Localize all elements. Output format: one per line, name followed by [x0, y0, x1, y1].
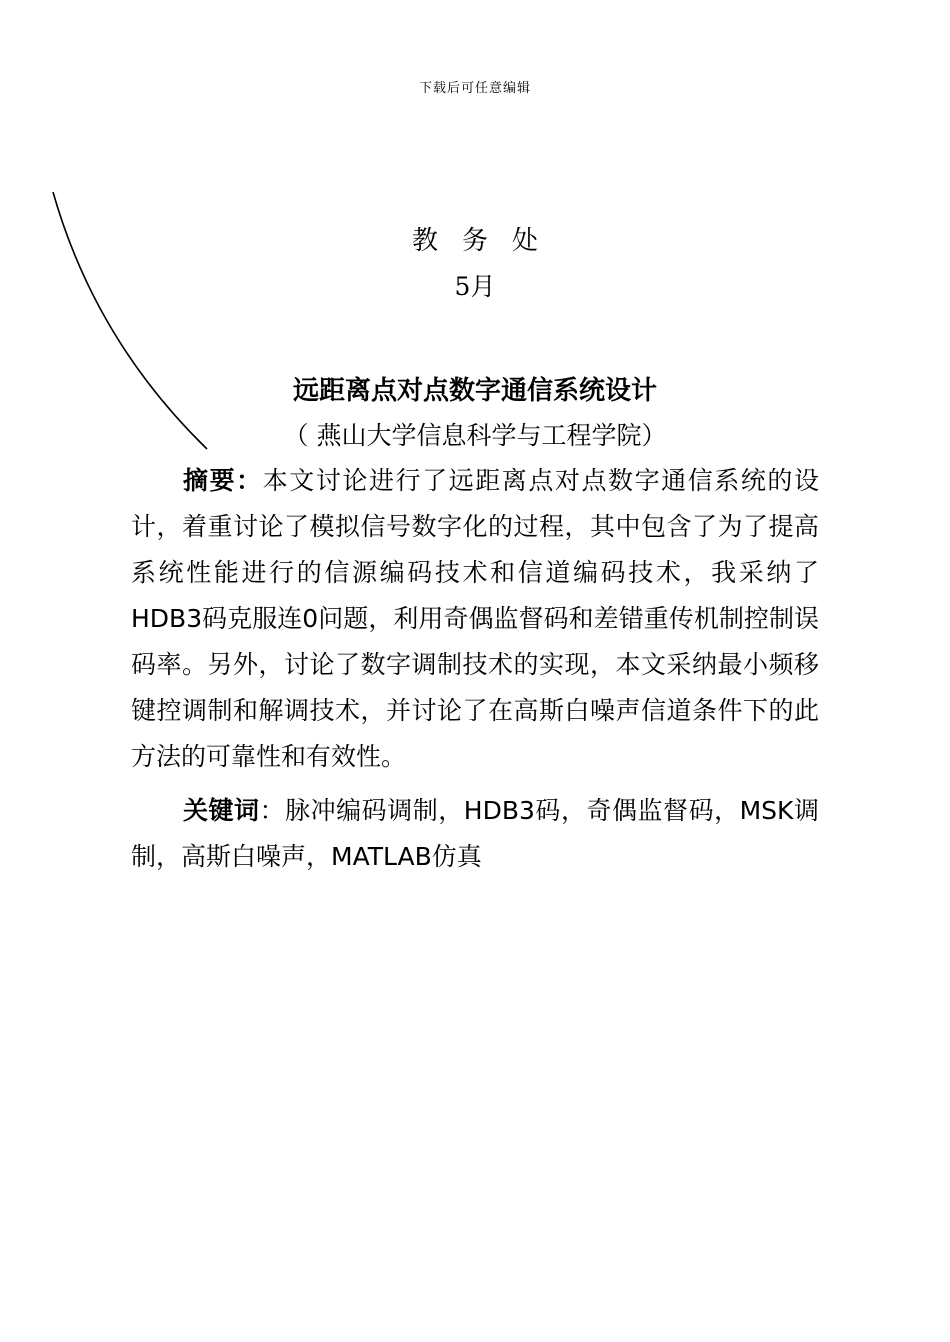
keywords-paragraph [131, 788, 819, 880]
keywords-text: ：脉冲编码调制，HDB3码，奇偶监督码，MSK调制，高斯白噪声，MATLAB仿真 [131, 796, 819, 871]
keywords-label: 关键词 [183, 796, 260, 825]
header-note: 下载后可任意编辑 [418, 81, 531, 96]
abstract-text: 本文讨论进行了远距离点对点数字通信系统的设计，着重讨论了模拟信号数字化的过程，其中包含了为了提高系统性能进行的信源编码技术和信道编码技术，我采纳了HDB3码克服连0问题，利用奇偶监督码和差错重传机制控制误码率。另外，讨论了数字调制技术的实现，本文采纳最小频移键控调制和解调技术，并讨论了在高斯白噪声信道条件下的此方法的可靠性和有效性。 [131, 466, 819, 771]
month-label: 5月 [454, 272, 496, 301]
paper-title: 远距离点对点数字通信系统设计 [292, 376, 657, 406]
office-name: 教务处 [411, 226, 562, 256]
abstract-paragraph [131, 458, 819, 780]
affiliation: （ 燕山大学信息科学与工程学院） [283, 421, 667, 450]
abstract-label: 摘要： [183, 466, 263, 495]
